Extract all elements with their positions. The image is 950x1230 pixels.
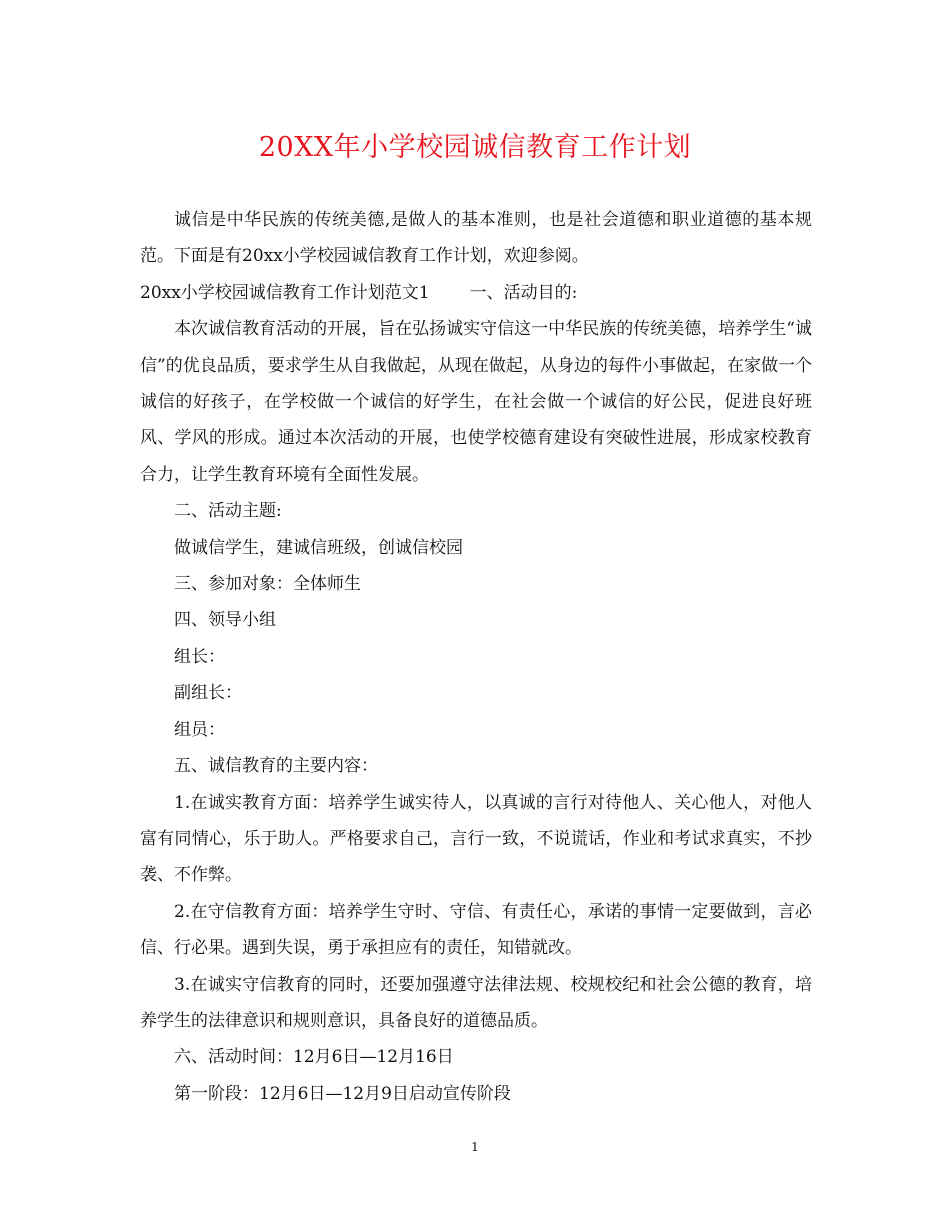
heading-purpose: 一、活动目的: — [469, 282, 578, 303]
page-number: 1 — [471, 1140, 479, 1154]
heading-activity-time: 六、活动时间：12月6日—12月16日 — [174, 1047, 454, 1068]
purpose-paragraph: 本次诚信教育活动的开展，旨在弘扬诚实守信这一中华民族的传统美德，培养学生“诚信”的优良品质，要求学生从自我做起，从现在做起，从身边的每件小事做起，在家做一个诚信的好孩子，在学校做一个诚信的好学生，在社会做一个诚信的好公民，促进良好班风、学风的形成。通过本次活动的开展，也使学校德育建设有突破性进展，形成家校教育合力，让学生教育环境有全面性发展。 — [140, 319, 812, 485]
content-trust: 2.在守信教育方面：培养学生守时、守信、有责任心，承诺的事情一定要做到，言必信、行必果。遇到失误，勇于承担应有的责任，知错就改。 — [140, 901, 812, 959]
heading-main-content: 五、诚信教育的主要内容： — [174, 756, 378, 777]
heading-participants: 三、参加对象：全体师生 — [174, 574, 361, 595]
stage-one: 第一阶段：12月6日—12月9日启动宣传阶段 — [174, 1083, 511, 1104]
document-body — [140, 202, 812, 1112]
heading-leadership: 四、领导小组 — [174, 610, 276, 631]
section-heading: 20xx小学校园诚信教育工作计划范文1 — [140, 282, 430, 303]
intro-paragraph: 诚信是中华民族的传统美德,是做人的基本准则，也是社会道德和职业道德的基本规范。下面是有20xx小学校园诚信教育工作计划，欢迎参阅。 — [140, 210, 812, 267]
theme-text: 做诚信学生，建诚信班级，创诚信校园 — [174, 537, 463, 558]
document-title: 20XX年小学校园诚信教育工作计划 — [258, 132, 692, 163]
content-honesty: 1.在诚实教育方面：培养学生诚实待人，以真诚的言行对待他人、关心他人，对他人富有同情心，乐于助人。严格要求自己，言行一致，不说谎话，作业和考试求真实，不抄袭、不作弊。 — [140, 792, 812, 886]
content-law: 3.在诚实守信教育的同时，还要加强遵守法律法规、校规校纪和社会公德的教育，培养学生的法律意识和规则意识，具备良好的道德品质。 — [140, 974, 812, 1031]
members-line: 组员： — [174, 719, 225, 740]
leader-line: 组长： — [174, 646, 225, 667]
heading-theme: 二、活动主题: — [174, 501, 282, 522]
vice-leader-line: 副组长： — [174, 683, 242, 704]
section-heading-line — [140, 275, 812, 311]
